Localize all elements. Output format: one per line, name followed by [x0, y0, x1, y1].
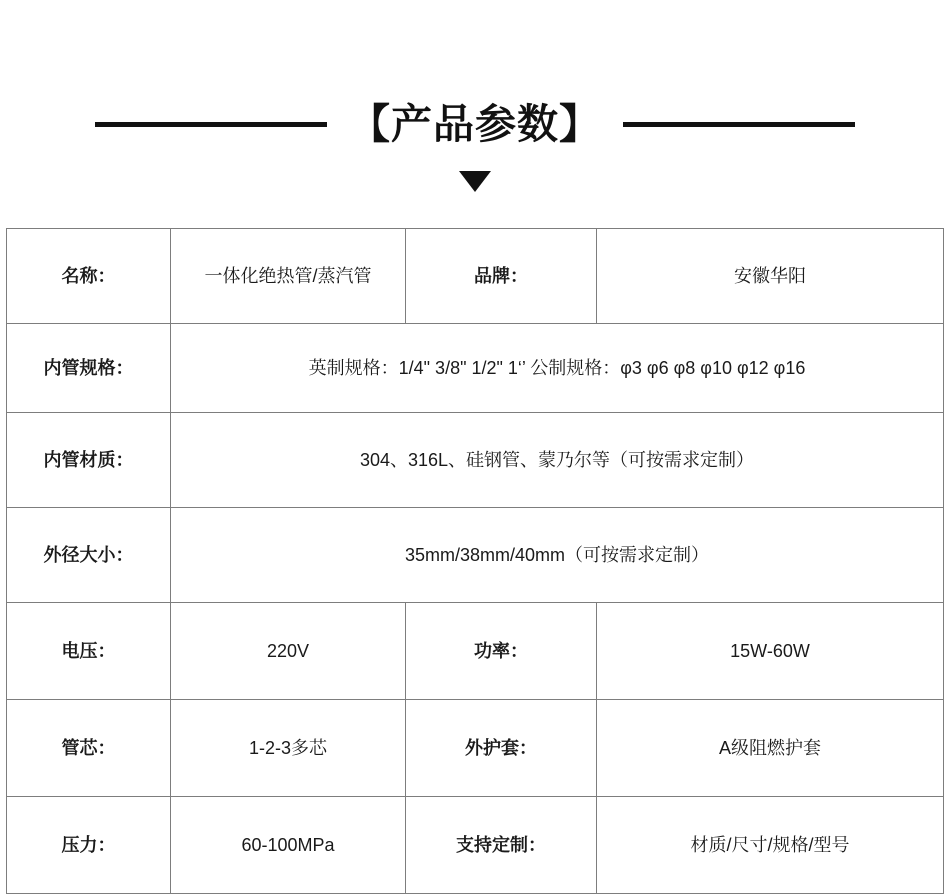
row-label-inner-pipe-material: 内管材质： — [7, 413, 171, 508]
spec-table-container — [0, 228, 950, 894]
row-label-brand: 品牌： — [406, 229, 597, 324]
header-rule-right — [623, 122, 855, 127]
page-title: 【产品参数】 — [349, 101, 601, 147]
row-value-pressure: 60-100MPa — [171, 797, 406, 894]
row-value-outer-diameter: 35mm/38mm/40mm（可按需求定制） — [171, 508, 944, 603]
row-label-core: 管芯： — [7, 700, 171, 797]
spec-table — [6, 228, 944, 894]
table-row — [7, 413, 944, 508]
row-label-power: 功率： — [406, 603, 597, 700]
row-value-core: 1-2-3多芯 — [171, 700, 406, 797]
row-label-voltage: 电压： — [7, 603, 171, 700]
row-value-inner-pipe-spec: 英制规格：1/4" 3/8" 1/2" 1‘’ 公制规格：φ3 φ6 φ8 φ10 φ12 φ16 — [171, 324, 944, 413]
row-value-voltage: 220V — [171, 603, 406, 700]
row-label-name: 名称： — [7, 229, 171, 324]
table-row — [7, 603, 944, 700]
row-label-pressure: 压力： — [7, 797, 171, 894]
table-row — [7, 324, 944, 413]
table-row — [7, 229, 944, 324]
row-value-power: 15W-60W — [597, 603, 944, 700]
header-rule-left — [95, 122, 327, 127]
row-value-outer-sheath: A级阻燃护套 — [597, 700, 944, 797]
section-header — [0, 0, 950, 145]
row-label-inner-pipe-spec: 内管规格： — [7, 324, 171, 413]
table-row — [7, 700, 944, 797]
row-label-customization: 支持定制： — [406, 797, 597, 894]
table-row — [7, 508, 944, 603]
row-value-inner-pipe-material: 304、316L、硅钢管、蒙乃尔等（可按需求定制） — [171, 413, 944, 508]
table-row — [7, 797, 944, 894]
row-value-name: 一体化绝热管/蒸汽管 — [171, 229, 406, 324]
arrow-container — [0, 171, 950, 192]
row-label-outer-sheath: 外护套： — [406, 700, 597, 797]
arrow-down-icon — [459, 171, 491, 192]
row-value-customization: 材质/尺寸/规格/型号 — [597, 797, 944, 894]
row-value-brand: 安徽华阳 — [597, 229, 944, 324]
row-label-outer-diameter: 外径大小： — [7, 508, 171, 603]
